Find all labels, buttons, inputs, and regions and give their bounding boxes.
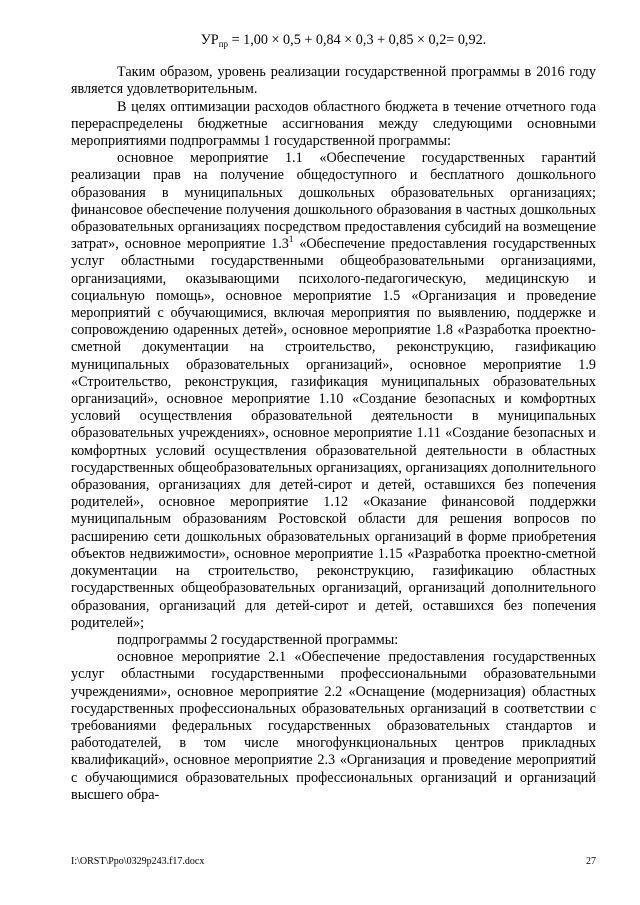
paragraph-subprogram1-activities <box>71 150 596 632</box>
paragraph-subprogram2-heading: подпрограммы 2 государственной программы: <box>117 631 399 648</box>
formula-lhs-subscript: пр <box>218 39 229 49</box>
document-page <box>71 32 596 804</box>
footnote-marker: 1 <box>288 234 294 245</box>
formula-lhs: УР <box>200 32 219 48</box>
paragraph-optimization-intro: В целях оптимизации расходов областного бюджета в течение отчетного года перераспределены бюджетные ассигнования между следующими основными мероприятиями подпрограммы 1 государственной программы: <box>71 98 596 150</box>
subprogram1-text-part1: основное мероприятие 1.1 «Обеспечение государственных гарантий реализации прав на получение общедоступного и бесплатного дошкольного образования в муниципальных дошкольных образовательных организациях; финансовое обеспечение получения дошкольного образования в частных дошкольных образовательных организациях посредством предоставления субсидий на возмещение затрат», основное мероприятие 1.3 <box>71 150 596 253</box>
subprogram1-text-part2: «Обеспечение предоставления государственных услуг областными государственными общеобразовательными организациями, организациями, оказывающими психолого-педагогическую, медицинскую и социальную помощь», основное мероприятие 1.5 «Организация и проведение мероприятий с обучающимися, включая мероприятия по выявлению, поддержке и сопровождению одаренных детей», основное мероприятие 1.8 «Разработка проектно-сметной документации на строительство, реконструкцию, газификацию муниципальных образовательных организаций», основное мероприятие 1.9 «Строительство, реконструкция, газификация муниципальных образовательных организаций», основное мероприятие 1.10 «Создание безопасных и комфортных условий осуществления образовательной деятельности в муниципальных образовательных учреждениях», основное мероприятие 1.11 «Создание безопасных и комфортных условий осуществления образовательной деятельности в областных государственных общеобразовательных организациях, организациях дополнительного образования, организациях для детей-сирот и детей, оставшихся без попечения родителей», основное мероприятие 1.12 «Оказание финансовой поддержки муниципальным образованиям Ростовской области для решения вопросов по расширению сети дошкольных образовательных организаций в форме приобретения объектов недвижимости», основное мероприятие 1.15 «Разработка проектно-сметной документации на строительство, реконструкцию, газификацию областных государственных общеобразовательных организаций, организаций дополнительного образования, организаций для детей-сирот и детей, оставшихся без попечения родителей»; <box>71 236 596 631</box>
page-footer <box>71 856 596 868</box>
footer-page-number: 27 <box>586 856 596 867</box>
paragraph-subprogram2-activities: основное мероприятие 2.1 «Обеспечение предоставления государственных услуг областными государственными профессиональными образовательными учреждениями», основное мероприятие 2.2 «Оснащение (модернизация) областных государственных профессиональных образовательных организаций в соответствии с требованиями федеральных государственных образовательных стандартов и работодателей, в том числе многофункциональных центров прикладных квалификаций», основное мероприятие 2.3 «Организация и проведение мероприятий с обучающимися образовательных профессиональных организаций и организаций высшего обра- <box>71 649 596 803</box>
paragraph-conclusion: Таким образом, уровень реализации государственной программы в 2016 году является удовлетворительным. <box>71 64 596 98</box>
footer-file-path: I:\ORST\Ppo\0329p243.f17.docx <box>71 856 205 867</box>
formula-line <box>71 32 596 49</box>
formula-rhs: = 1,00 × 0,5 + 0,84 × 0,3 + 0,85 × 0,2= 0,92. <box>228 32 487 48</box>
